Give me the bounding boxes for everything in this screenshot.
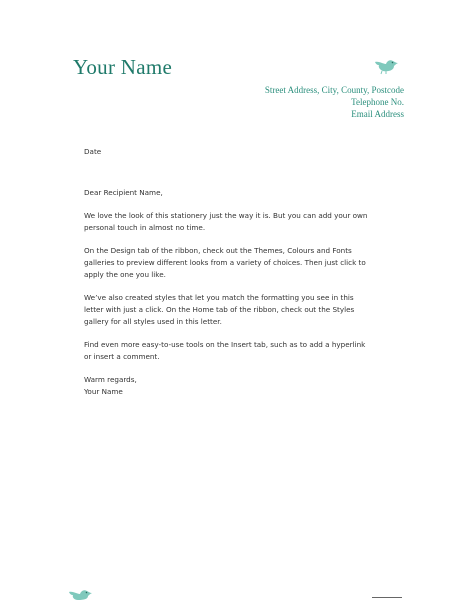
telephone-line: Telephone No.	[351, 97, 404, 107]
paragraph-4: Find even more easy-to-use tools on the Insert tab, such as to add a hyperlink or insert a comment.	[84, 340, 366, 361]
paragraph-3: We’ve also created styles that let you match the formatting you see in this letter with just a click. On the Home tab of the ribbon, check out the Styles gallery for all styles used in this letter.	[84, 293, 355, 326]
letter-date: Date	[84, 147, 102, 156]
page-edge-line	[372, 597, 402, 598]
bird-icon	[373, 55, 399, 75]
sender-address	[265, 84, 404, 120]
paragraph-2: On the Design tab of the ribbon, check out the Themes, Colours and Fonts galleries to preview different looks from a variety of choices. Then just click to apply the one you like.	[84, 246, 366, 279]
letter-body	[84, 146, 374, 398]
address-line: Street Address, City, County, Postcode	[264, 85, 404, 95]
paragraph-1: We love the look of this stationery just the way it is. But you can add your own personal touch in almost no time.	[84, 211, 368, 232]
bird-icon	[67, 584, 93, 600]
signature: Your Name	[84, 387, 123, 396]
email-line: Email Address	[351, 109, 404, 119]
sender-name: Your Name	[73, 55, 173, 79]
salutation: Dear Recipient Name,	[84, 188, 163, 197]
closing: Warm regards,	[84, 375, 137, 384]
